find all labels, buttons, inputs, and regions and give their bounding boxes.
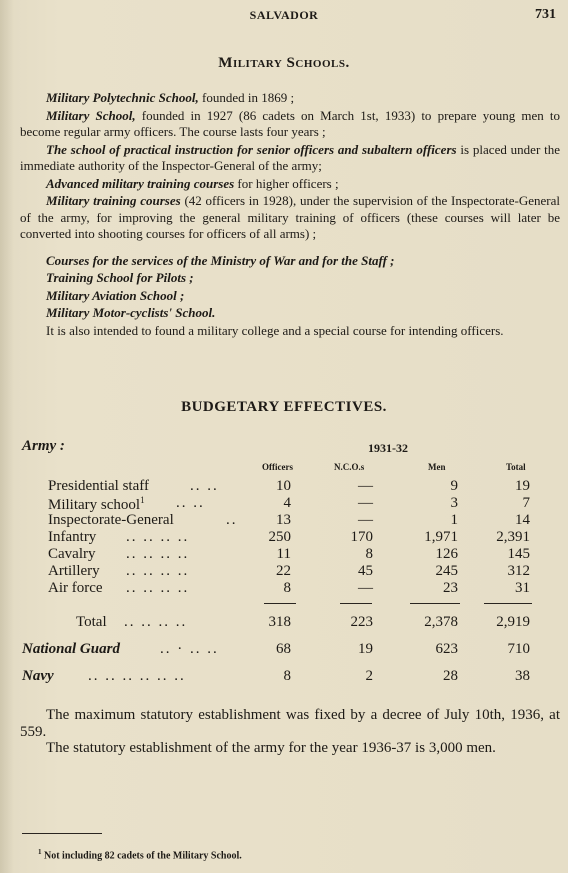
cell-men: 23	[443, 580, 458, 596]
row-label: Cavalry	[48, 546, 96, 562]
table-row-total	[0, 614, 568, 632]
column-header-total: Total	[506, 462, 526, 472]
leader-dots: .. ..	[176, 495, 205, 511]
cell-ncos: —	[358, 478, 373, 494]
cell-total: 312	[507, 563, 530, 579]
leader-dots: .. .. .. ..	[126, 546, 190, 562]
paragraph-text: for higher officers ;	[234, 175, 339, 191]
cell-total: 145	[507, 546, 530, 562]
cell-officers: 4	[283, 495, 291, 511]
row-label: Infantry	[48, 529, 97, 545]
cell-officers: 11	[276, 546, 291, 562]
cell-officers: 22	[276, 563, 291, 579]
table-row	[0, 512, 568, 530]
paragraph-text: is placed under the immediate authority of the Inspector-General of the army;	[20, 141, 560, 173]
cell-men: 2,378	[424, 614, 458, 630]
total-rule	[340, 603, 372, 604]
cell-ncos: —	[358, 512, 373, 528]
cell-total: 38	[515, 668, 530, 684]
total-rule	[264, 603, 296, 604]
cell-men: 623	[435, 641, 458, 657]
column-header-ncos: N.C.O.s	[334, 462, 365, 472]
leader-dots: .. .. .. ..	[126, 580, 190, 596]
footnote-text: Not including 82 cadets of the Military School.	[44, 850, 242, 862]
paragraph-emphasis: Training School for Pilots ;	[46, 270, 194, 285]
leader-dots: .. .. .. ..	[124, 614, 188, 630]
cell-officers: 68	[276, 641, 291, 657]
cell-officers: 8	[283, 668, 291, 684]
paragraph	[20, 193, 560, 243]
footnote-rule	[22, 833, 102, 834]
cell-ncos: 45	[358, 563, 373, 579]
cell-men: 126	[435, 546, 458, 562]
paragraph-text: It is also intended to found a military college and a special course for intending officers.	[46, 322, 504, 338]
paragraph	[20, 108, 560, 141]
leader-dots: .. .. .. ..	[126, 563, 190, 579]
table-row	[0, 478, 568, 496]
cell-officers: 318	[268, 614, 291, 630]
cell-ncos: —	[358, 495, 373, 511]
cell-total: 710	[507, 641, 530, 657]
total-rule	[484, 603, 532, 604]
cell-men: 1,971	[424, 529, 458, 545]
paragraph	[20, 142, 560, 175]
paragraph-emphasis: Advanced military training courses	[46, 175, 235, 191]
paragraph	[20, 305, 560, 322]
paragraph	[20, 253, 560, 270]
table-row-navy	[0, 668, 568, 686]
cell-ncos: 2	[365, 668, 373, 684]
cell-men: 245	[435, 563, 458, 579]
row-label: National Guard	[22, 641, 120, 657]
cell-total: 19	[515, 478, 530, 494]
paragraph-emphasis: Military training courses	[46, 193, 181, 208]
row-label: Presidential staff	[48, 478, 149, 494]
cell-total: 31	[515, 580, 530, 596]
row-label-text: Military school	[48, 497, 141, 513]
cell-ncos: 19	[358, 641, 373, 657]
cell-total: 7	[522, 495, 530, 511]
closing-text	[20, 707, 560, 757]
cell-total: 14	[515, 512, 530, 528]
cell-men: 28	[443, 668, 458, 684]
column-header-men: Men	[428, 462, 446, 472]
budget-title: BUDGETARY EFFECTIVES.	[181, 399, 387, 415]
cell-men: 1	[450, 512, 458, 528]
leader-dots: ..	[226, 512, 238, 528]
cell-total: 2,919	[496, 614, 530, 630]
paragraph: The maximum statutory establishment was fixed by a decree of July 10th, 1936, at 559.	[20, 707, 560, 740]
paragraph	[20, 176, 560, 193]
cell-men: 3	[450, 495, 458, 511]
running-header-title: SALVADOR	[249, 8, 319, 22]
paragraph	[20, 288, 560, 305]
cell-total: 2,391	[496, 529, 530, 545]
leader-dots: .. · .. ..	[160, 641, 219, 657]
paragraph-text: founded in 1869 ;	[198, 90, 295, 105]
column-header-officers: Officers	[262, 462, 293, 472]
paragraph	[20, 323, 560, 340]
table-row	[0, 580, 568, 598]
paragraph: The statutory establishment of the army for the year 1936-37 is 3,000 men.	[46, 740, 496, 756]
year-heading: 1931-32	[368, 441, 408, 455]
paragraph-emphasis: Courses for the services of the Ministry of War and for the Staff ;	[46, 252, 395, 268]
schools-list	[20, 90, 560, 339]
footnote-marker: 1	[38, 848, 42, 856]
cell-ncos: 8	[365, 546, 373, 562]
row-label: Navy	[22, 668, 54, 684]
row-label: Inspectorate-General	[48, 512, 174, 528]
row-label: Total	[76, 614, 107, 630]
paragraph-text: founded in 1927 (86 cadets on March 1st, 1933) to prepare young men to become regular army officers. The course lasts four years ;	[20, 107, 560, 139]
row-label: Air force	[48, 580, 103, 596]
row-label: Artillery	[48, 563, 100, 579]
cell-ncos: —	[358, 580, 373, 596]
paragraph-emphasis: Military Polytechnic School,	[46, 90, 199, 105]
table-row	[0, 495, 568, 513]
army-label: Army :	[22, 438, 65, 454]
paragraph-emphasis: The school of practical instruction for senior officers and subaltern officers	[46, 141, 457, 157]
footnote-ref: 1	[140, 495, 145, 505]
paragraph-emphasis: Military School,	[46, 107, 136, 123]
section-title: Military Schools.	[218, 55, 350, 71]
cell-men: 9	[450, 478, 458, 494]
footnote	[38, 848, 242, 861]
cell-officers: 13	[276, 512, 291, 528]
cell-officers: 10	[276, 478, 291, 494]
total-rule	[410, 603, 460, 604]
leader-dots: .. .. .. .. .. ..	[88, 668, 186, 684]
paragraph-emphasis: Military Motor-cyclists' School.	[46, 305, 216, 320]
page-number: 731	[535, 7, 556, 22]
cell-officers: 250	[268, 529, 291, 545]
table-row	[0, 546, 568, 564]
table-row-national-guard	[0, 641, 568, 659]
paragraph	[20, 270, 560, 287]
table-row	[0, 529, 568, 547]
leader-dots: .. ..	[190, 478, 219, 494]
leader-dots: .. .. .. ..	[126, 529, 190, 545]
paragraph	[20, 90, 560, 107]
table-row	[0, 563, 568, 581]
cell-ncos: 223	[350, 614, 373, 630]
paragraph-emphasis: Military Aviation School ;	[46, 287, 185, 303]
cell-officers: 8	[283, 580, 291, 596]
cell-ncos: 170	[350, 529, 373, 545]
paragraph-text: (42 officers in 1928), under the supervision of the Inspectorate-General of the army, for improving the general military training of officers (these courses will later be converted into shooting courses for officers of all arms) ;	[20, 193, 561, 241]
